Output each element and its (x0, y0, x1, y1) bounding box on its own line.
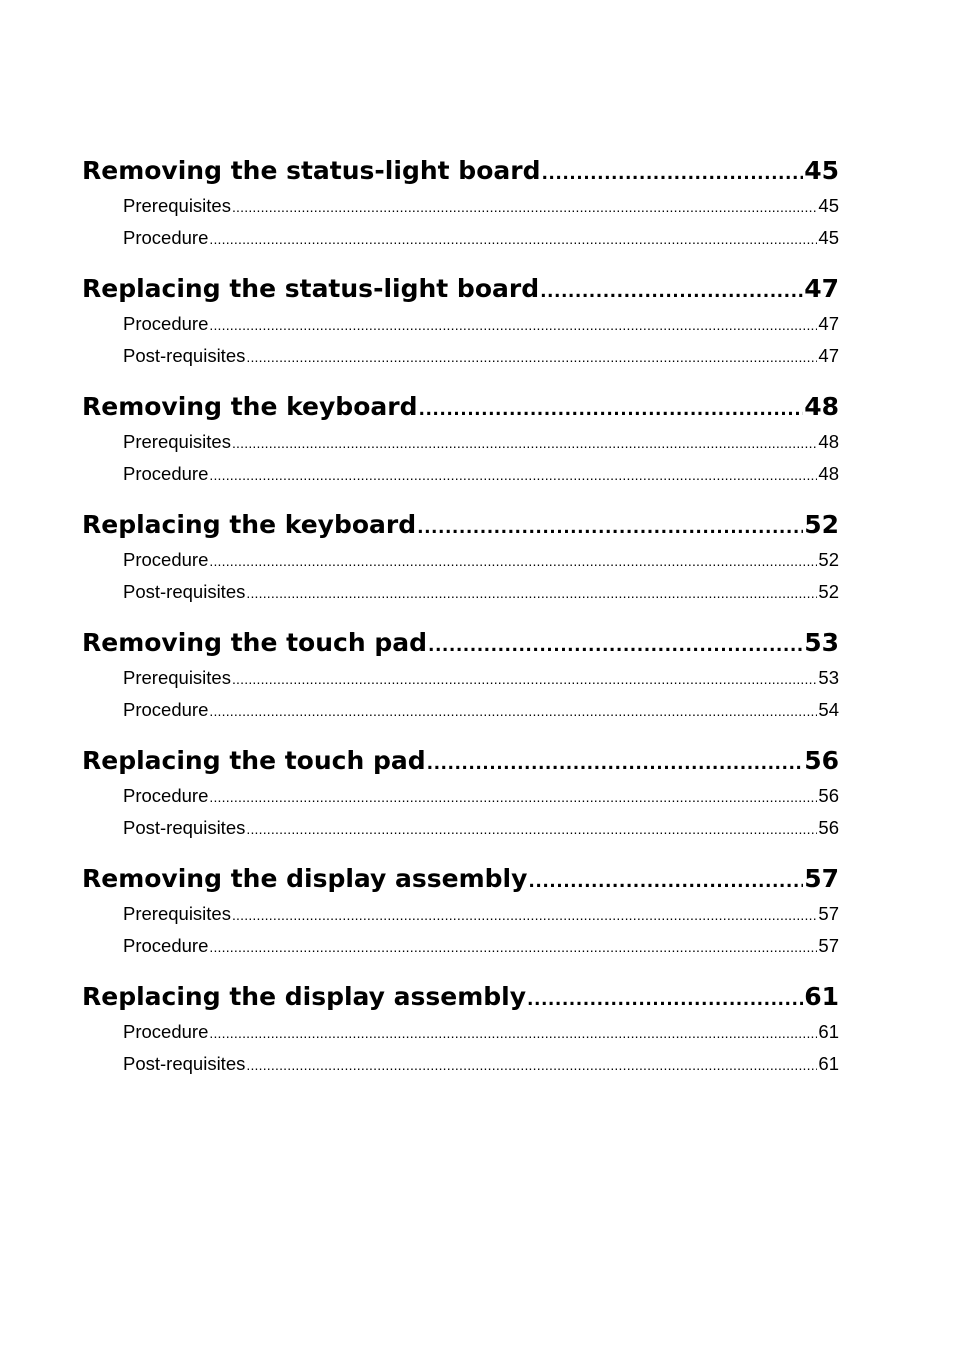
toc-entry-title: Removing the display assembly (82, 864, 528, 893)
toc-subentry-page: 56 (818, 817, 839, 838)
toc-entry-page: 52 (804, 510, 839, 539)
toc-section-replacing-keyboard (82, 506, 839, 608)
toc-subentry-page: 53 (818, 667, 839, 688)
toc-subentry-page: 61 (818, 1053, 839, 1074)
toc-subentry-label: Procedure (123, 313, 209, 334)
toc-entry-page: 56 (804, 746, 839, 775)
toc-subentry-page: 57 (818, 903, 839, 924)
dot-leader (418, 391, 803, 426)
toc-entry-title: Removing the status-light board (82, 156, 541, 185)
toc-entry-heading[interactable] (82, 506, 839, 544)
toc-subentry[interactable] (82, 576, 839, 608)
toc-entry-heading[interactable] (82, 152, 839, 190)
toc-subentry-label: Post-requisites (123, 817, 246, 838)
toc-subentry-page: 57 (818, 935, 839, 956)
toc-subentry-page: 56 (818, 785, 839, 806)
toc-subentry-page: 48 (818, 431, 839, 452)
toc-subentry-page: 54 (818, 699, 839, 720)
toc-section-removing-touch-pad (82, 624, 839, 726)
toc-subentry-label: Prerequisites (123, 667, 231, 688)
toc-section-removing-status-light-board (82, 152, 839, 254)
toc-entry-heading[interactable] (82, 742, 839, 780)
toc-subentry-label: Procedure (123, 549, 209, 570)
dot-leader (246, 813, 817, 844)
table-of-contents (82, 152, 839, 1096)
dot-leader (541, 155, 803, 190)
toc-section-removing-display-assembly (82, 860, 839, 962)
dot-leader (527, 981, 803, 1016)
dot-leader (209, 459, 817, 490)
toc-subentry-page: 48 (818, 463, 839, 484)
toc-subentry[interactable] (82, 780, 839, 812)
toc-entry-page: 45 (804, 156, 839, 185)
toc-subentry-page: 47 (818, 313, 839, 334)
dot-leader (417, 509, 803, 544)
dot-leader (209, 695, 817, 726)
toc-section-replacing-display-assembly (82, 978, 839, 1080)
toc-subentry-page: 47 (818, 345, 839, 366)
dot-leader (232, 899, 817, 930)
dot-leader (232, 427, 817, 458)
dot-leader (246, 341, 817, 372)
dot-leader (246, 1049, 817, 1080)
toc-subentry-label: Procedure (123, 227, 209, 248)
dot-leader (232, 663, 817, 694)
toc-subentry[interactable] (82, 662, 839, 694)
dot-leader (540, 273, 803, 308)
toc-subentry-label: Procedure (123, 1021, 209, 1042)
toc-entry-heading[interactable] (82, 388, 839, 426)
toc-entry-heading[interactable] (82, 978, 839, 1016)
toc-subentry[interactable] (82, 812, 839, 844)
toc-section-replacing-status-light-board (82, 270, 839, 372)
toc-entry-page: 47 (804, 274, 839, 303)
toc-subentry[interactable] (82, 1048, 839, 1080)
toc-subentry[interactable] (82, 1016, 839, 1048)
toc-entry-heading[interactable] (82, 624, 839, 662)
toc-subentry-label: Post-requisites (123, 345, 246, 366)
dot-leader (232, 191, 817, 222)
toc-subentry[interactable] (82, 898, 839, 930)
toc-subentry-page: 45 (818, 227, 839, 248)
toc-subentry-label: Procedure (123, 699, 209, 720)
toc-section-replacing-touch-pad (82, 742, 839, 844)
dot-leader (209, 223, 817, 254)
toc-entry-title: Replacing the status-light board (82, 274, 540, 303)
toc-subentry[interactable] (82, 544, 839, 576)
toc-section-removing-keyboard (82, 388, 839, 490)
toc-entry-title: Replacing the display assembly (82, 982, 527, 1011)
toc-entry-heading[interactable] (82, 270, 839, 308)
dot-leader (528, 863, 803, 898)
dot-leader (428, 627, 803, 662)
toc-subentry-page: 61 (818, 1021, 839, 1042)
toc-subentry[interactable] (82, 308, 839, 340)
toc-subentry-label: Procedure (123, 935, 209, 956)
toc-entry-page: 61 (804, 982, 839, 1011)
toc-subentry-label: Prerequisites (123, 431, 231, 452)
toc-subentry-page: 52 (818, 581, 839, 602)
dot-leader (209, 545, 817, 576)
toc-subentry-label: Post-requisites (123, 1053, 246, 1074)
toc-subentry-label: Prerequisites (123, 195, 231, 216)
toc-subentry[interactable] (82, 930, 839, 962)
toc-subentry[interactable] (82, 190, 839, 222)
toc-entry-title: Removing the keyboard (82, 392, 418, 421)
toc-entry-page: 53 (804, 628, 839, 657)
toc-subentry[interactable] (82, 340, 839, 372)
toc-entry-page: 57 (804, 864, 839, 893)
dot-leader (427, 745, 804, 780)
toc-subentry[interactable] (82, 222, 839, 254)
dot-leader (209, 309, 817, 340)
toc-entry-title: Replacing the touch pad (82, 746, 426, 775)
toc-subentry[interactable] (82, 694, 839, 726)
dot-leader (209, 1017, 817, 1048)
toc-subentry-page: 45 (818, 195, 839, 216)
toc-subentry-page: 52 (818, 549, 839, 570)
toc-entry-heading[interactable] (82, 860, 839, 898)
toc-subentry-label: Procedure (123, 463, 209, 484)
toc-entry-page: 48 (804, 392, 839, 421)
toc-subentry-label: Procedure (123, 785, 209, 806)
dot-leader (209, 781, 817, 812)
toc-subentry[interactable] (82, 458, 839, 490)
toc-subentry-label: Prerequisites (123, 903, 231, 924)
dot-leader (246, 577, 817, 608)
toc-entry-title: Removing the touch pad (82, 628, 428, 657)
toc-subentry-label: Post-requisites (123, 581, 246, 602)
toc-entry-title: Replacing the keyboard (82, 510, 417, 539)
dot-leader (209, 931, 817, 962)
toc-subentry[interactable] (82, 426, 839, 458)
